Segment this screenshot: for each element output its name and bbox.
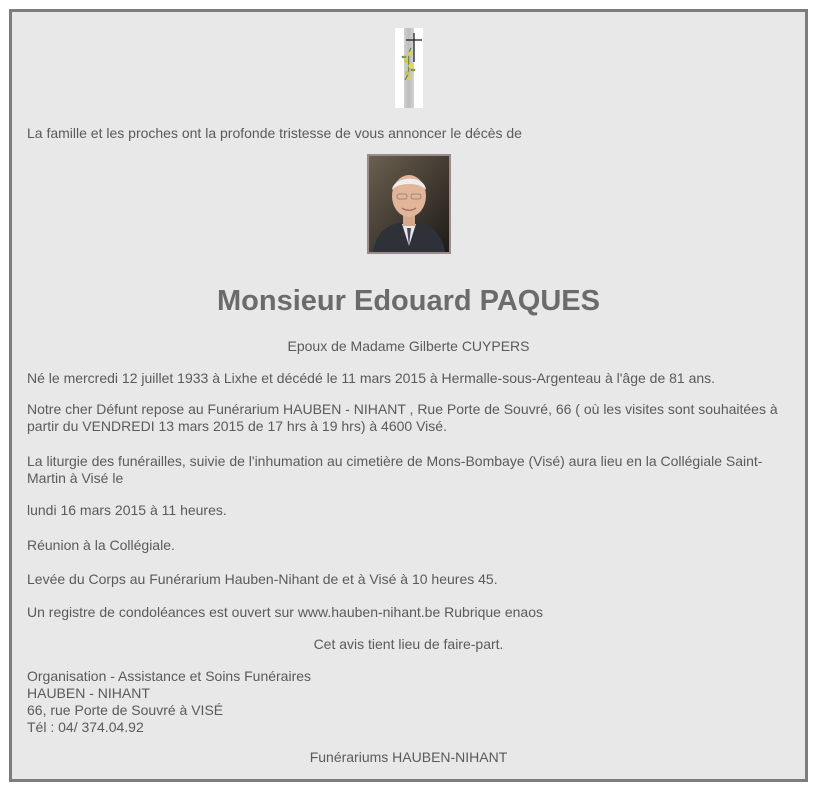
organisation-address: 66, rue Porte de Souvré à VISÉ: [27, 702, 224, 718]
deceased-name: Monsieur Edouard PAQUES: [217, 285, 600, 317]
deceased-portrait: [367, 154, 451, 254]
repose-paragraph: Notre cher Défunt repose au Funérarium HAUBEN - NIHANT , Rue Porte de Souvré, 66 ( où les visites sont souhaitées à partir du VENDREDI 13 mars 2015 de 17 hrs à 19 hrs) à 4600 Visé.: [27, 401, 778, 434]
portrait-image: [369, 156, 449, 252]
cross-icon: [395, 28, 423, 108]
obituary-card: [9, 9, 808, 782]
organisation-line-2: HAUBEN - NIHANT: [27, 685, 150, 701]
footer-signature: Funérariums HAUBEN-NIHANT: [309, 749, 508, 765]
organisation-phone: Tél : 04/ 374.04.92: [27, 719, 144, 735]
notice-line: Cet avis tient lieu de faire-part.: [313, 636, 504, 652]
spouse-line: Epoux de Madame Gilberte CUYPERS: [287, 338, 530, 354]
birth-death-paragraph: Né le mercredi 12 juillet 1933 à Lixhe et décédé le 11 mars 2015 à Hermalle-sous-Argenteau à l'âge de 81 ans.: [27, 370, 716, 386]
liturgy-paragraph: La liturgie des funérailles, suivie de l'inhumation au cimetière de Mons-Bombaye (Visé) aura lieu en la Collégiale Saint-Martin à Visé le: [27, 453, 763, 486]
condolence-registry: Un registre de condoléances est ouvert sur www.hauben-nihant.be Rubrique enaos: [27, 604, 543, 620]
meeting-point: Réunion à la Collégiale.: [27, 537, 175, 553]
cross-flower-emblem: [395, 28, 423, 108]
levee-paragraph: Levée du Corps au Funérarium Hauben-Nihant de et à Visé à 10 heures 45.: [27, 571, 498, 587]
organisation-line-1: Organisation - Assistance et Soins Funéraires: [27, 668, 312, 684]
funeral-date: lundi 16 mars 2015 à 11 heures.: [27, 502, 227, 518]
intro-text: La famille et les proches ont la profonde tristesse de vous annoncer le décès de: [27, 125, 522, 141]
